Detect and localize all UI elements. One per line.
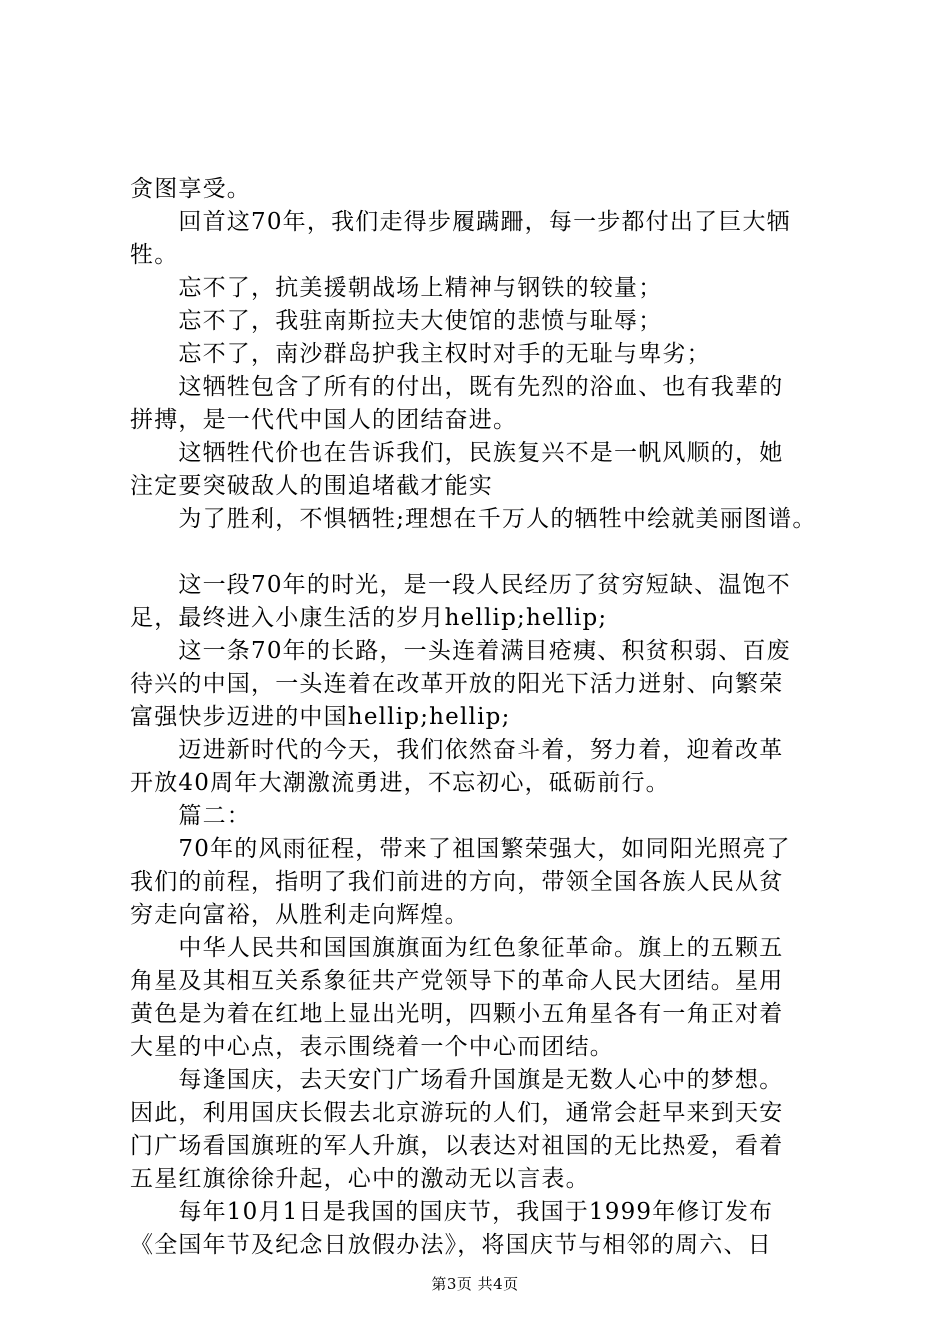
text-line: 五星红旗徐徐升起，心中的激动无以言表。 xyxy=(130,1166,590,1192)
text-line: 拼搏，是一代代中国人的团结奋进。 xyxy=(130,407,518,433)
text-line: 每逢国庆，去天安门广场看升国旗是无数人心中的梦想。 xyxy=(130,1067,784,1093)
text-line: 黄色是为着在红地上显出光明，四颗小五角星各有一角正对着 xyxy=(130,1001,784,1027)
text-line: 注定要突破敌人的围追堵截才能实 xyxy=(130,473,493,499)
text-line: 这牺牲包含了所有的付出，既有先烈的浴血、也有我辈的 xyxy=(130,374,784,400)
text-line: 《全国年节及纪念日放假办法》，将国庆节与相邻的周六、日 xyxy=(130,1232,772,1258)
text-line: 篇二： xyxy=(130,803,251,829)
text-line: 这一条70年的长路，一头连着满目疮痍、积贫积弱、百废 xyxy=(130,638,791,664)
text-line: 这一段70年的时光，是一段人民经历了贫穷短缺、温饱不 xyxy=(130,572,791,598)
text-line: 我们的前程，指明了我们前进的方向，带领全国各族人民从贫 xyxy=(130,869,784,895)
text-line: 70年的风雨征程，带来了祖国繁荣强大，如同阳光照亮了 xyxy=(130,836,791,862)
text-line: 角星及其相互关系象征共产党领导下的革命人民大团结。星用 xyxy=(130,968,784,994)
text-line: 中华人民共和国国旗旗面为红色象征革命。旗上的五颗五 xyxy=(130,935,784,961)
text-line: 因此，利用国庆长假去北京游玩的人们，通常会赶早来到天安 xyxy=(130,1100,784,1126)
text-line: 富强快步迈进的中国hellip;hellip; xyxy=(130,704,511,730)
text-line: 足，最终进入小康生活的岁月hellip;hellip; xyxy=(130,605,608,631)
text-line: 为了胜利，不惧牺牲;理想在千万人的牺牲中绘就美丽图谱。 xyxy=(130,506,817,532)
text-line: 待兴的中国，一头连着在改革开放的阳光下活力迸射、向繁荣 xyxy=(130,671,784,697)
text-line: 门广场看国旗班的军人升旗，以表达对祖国的无比热爱，看着 xyxy=(130,1133,784,1159)
text-line: 回首这70年，我们走得步履蹒跚，每一步都付出了巨大牺 xyxy=(130,209,791,235)
document-body xyxy=(130,173,850,1262)
text-line: 每年10月1日是我国的国庆节，我国于1999年修订发布 xyxy=(130,1199,774,1225)
text-line: 忘不了，抗美援朝战场上精神与钢铁的较量； xyxy=(130,275,663,301)
text-line: 穷走向富裕，从胜利走向辉煌。 xyxy=(130,902,469,928)
text-line: 牲。 xyxy=(130,242,179,268)
text-line: 贪图享受。 xyxy=(130,176,251,202)
page-footer: 第3页 共4页 xyxy=(431,1275,519,1293)
text-line: 忘不了，我驻南斯拉夫大使馆的悲愤与耻辱； xyxy=(130,308,663,334)
blank-line xyxy=(130,536,850,569)
text-line: 这牺牲代价也在告诉我们，民族复兴不是一帆风顺的，她 xyxy=(130,440,784,466)
text-line: 开放40周年大潮激流勇进，不忘初心，砥砺前行。 xyxy=(130,770,670,796)
text-line: 忘不了，南沙群岛护我主权时对手的无耻与卑劣； xyxy=(130,341,711,367)
text-line: 迈进新时代的今天，我们依然奋斗着，努力着，迎着改革 xyxy=(130,737,784,763)
text-line: 大星的中心点，表示围绕着一个中心而团结。 xyxy=(130,1034,614,1060)
